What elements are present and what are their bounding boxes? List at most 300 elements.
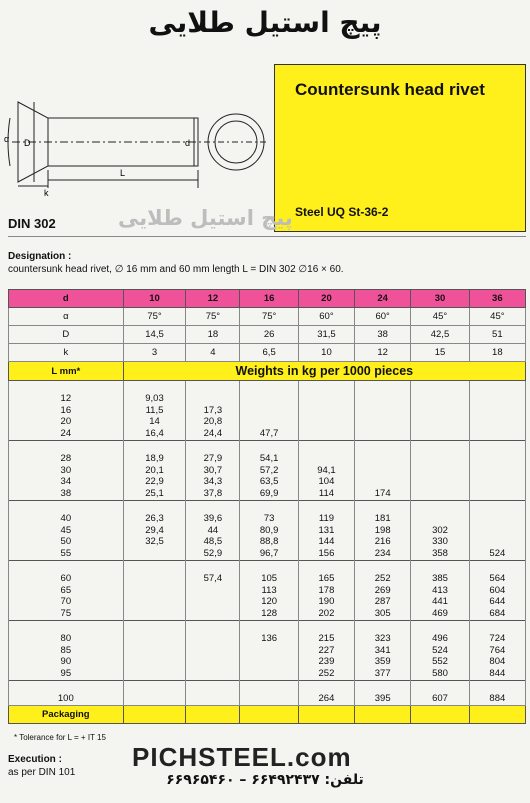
value-cell: 18 — [469, 344, 525, 362]
row-label-cell: 34 — [9, 476, 124, 488]
param-row — [9, 326, 526, 344]
value-cell: 44 — [186, 525, 240, 537]
value-cell: 60° — [355, 308, 411, 326]
value-cell — [469, 513, 525, 525]
product-material: Steel UQ St-36-2 — [295, 205, 389, 219]
weight-row — [9, 393, 526, 405]
table-header-row — [9, 290, 526, 308]
value-cell — [411, 428, 469, 440]
value-cell: 37,8 — [186, 488, 240, 500]
value-cell: 38 — [355, 326, 411, 344]
value-cell — [469, 428, 525, 440]
value-cell — [298, 560, 354, 572]
value-cell: 16,4 — [123, 428, 186, 440]
value-cell — [469, 465, 525, 477]
value-cell: 174 — [355, 488, 411, 500]
weight-row — [9, 513, 526, 525]
weight-row — [9, 428, 526, 440]
value-cell: 25,1 — [123, 488, 186, 500]
packaging-label: Packaging — [9, 705, 124, 723]
value-cell — [123, 560, 186, 572]
value-cell: 136 — [240, 633, 298, 645]
value-cell — [123, 381, 186, 393]
row-label-cell: 95 — [9, 668, 124, 680]
value-cell — [240, 693, 298, 705]
row-label-cell: 16 — [9, 405, 124, 417]
row-label-cell: 90 — [9, 656, 124, 668]
value-cell — [411, 513, 469, 525]
value-cell: 604 — [469, 585, 525, 597]
value-cell: 181 — [355, 513, 411, 525]
value-cell: 10 — [123, 290, 186, 308]
value-cell — [469, 488, 525, 500]
value-cell: 684 — [469, 608, 525, 620]
value-cell: 252 — [355, 573, 411, 585]
value-cell — [411, 500, 469, 512]
row-label-cell: 38 — [9, 488, 124, 500]
value-cell: 144 — [298, 536, 354, 548]
value-cell — [469, 680, 525, 692]
value-cell — [186, 705, 240, 723]
value-cell: 63,5 — [240, 476, 298, 488]
value-cell: 113 — [240, 585, 298, 597]
weight-row — [9, 608, 526, 620]
value-cell — [240, 680, 298, 692]
value-cell — [186, 633, 240, 645]
execution-text: as per DIN 101 — [8, 767, 76, 778]
value-cell — [355, 476, 411, 488]
value-cell: 764 — [469, 645, 525, 657]
value-cell: 14 — [123, 416, 186, 428]
weight-row — [9, 693, 526, 705]
value-cell: 52,9 — [186, 548, 240, 560]
value-cell — [355, 416, 411, 428]
weight-row — [9, 453, 526, 465]
label-k: k — [44, 188, 49, 198]
value-cell: 75° — [186, 308, 240, 326]
value-cell: 104 — [298, 476, 354, 488]
value-cell — [123, 693, 186, 705]
tolerance-note: * Tolerance for L = + IT 15 — [14, 733, 106, 742]
weight-row — [9, 633, 526, 645]
value-cell: 724 — [469, 633, 525, 645]
value-cell: 302 — [411, 525, 469, 537]
value-cell — [298, 500, 354, 512]
value-cell: 9,03 — [123, 393, 186, 405]
value-cell: 377 — [355, 668, 411, 680]
value-cell: 15 — [411, 344, 469, 362]
value-cell — [469, 416, 525, 428]
value-cell — [240, 500, 298, 512]
value-cell: 165 — [298, 573, 354, 585]
value-cell: 47,7 — [240, 428, 298, 440]
row-label-cell — [9, 500, 124, 512]
value-cell — [123, 656, 186, 668]
value-cell — [411, 620, 469, 632]
value-cell — [411, 488, 469, 500]
value-cell — [123, 668, 186, 680]
spacer-row — [9, 381, 526, 393]
value-cell: 45° — [469, 308, 525, 326]
value-cell: 73 — [240, 513, 298, 525]
value-cell — [123, 596, 186, 608]
value-cell — [355, 393, 411, 405]
value-cell: 34,3 — [186, 476, 240, 488]
value-cell — [355, 405, 411, 417]
value-cell — [123, 680, 186, 692]
value-cell: 6,5 — [240, 344, 298, 362]
row-label-cell: 24 — [9, 428, 124, 440]
weight-row — [9, 573, 526, 585]
weight-row — [9, 525, 526, 537]
designation-heading: Designation : — [8, 251, 72, 262]
row-label-cell: α — [9, 308, 124, 326]
param-row — [9, 344, 526, 362]
value-cell — [355, 500, 411, 512]
row-label-cell — [9, 560, 124, 572]
value-cell: 30 — [411, 290, 469, 308]
value-cell: 385 — [411, 573, 469, 585]
row-label-cell: 20 — [9, 416, 124, 428]
value-cell: 4 — [186, 344, 240, 362]
value-cell — [298, 680, 354, 692]
weight-row — [9, 416, 526, 428]
value-cell — [355, 620, 411, 632]
value-cell — [240, 705, 298, 723]
value-cell: 234 — [355, 548, 411, 560]
value-cell: 330 — [411, 536, 469, 548]
value-cell — [469, 536, 525, 548]
param-row — [9, 308, 526, 326]
value-cell — [240, 405, 298, 417]
phone-numbers: تلفن: ۶۶۴۹۲۴۳۷ – ۶۶۹۶۵۴۶۰ — [166, 772, 364, 788]
weight-row — [9, 488, 526, 500]
value-cell: 20,1 — [123, 465, 186, 477]
value-cell — [411, 405, 469, 417]
value-cell — [298, 393, 354, 405]
value-cell: 644 — [469, 596, 525, 608]
value-cell: 524 — [469, 548, 525, 560]
value-cell: 54,1 — [240, 453, 298, 465]
value-cell: 20,8 — [186, 416, 240, 428]
value-cell — [123, 633, 186, 645]
value-cell — [240, 440, 298, 452]
value-cell — [186, 440, 240, 452]
value-cell: 24 — [355, 290, 411, 308]
row-label-cell: 100 — [9, 693, 124, 705]
row-label-cell — [9, 381, 124, 393]
value-cell: 264 — [298, 693, 354, 705]
row-label-cell: 65 — [9, 585, 124, 597]
row-label-cell: D — [9, 326, 124, 344]
value-cell: 69,9 — [240, 488, 298, 500]
value-cell — [123, 645, 186, 657]
value-cell — [469, 405, 525, 417]
value-cell: 80,9 — [240, 525, 298, 537]
value-cell: 413 — [411, 585, 469, 597]
value-cell — [469, 440, 525, 452]
value-cell — [355, 705, 411, 723]
value-cell — [469, 620, 525, 632]
weight-row — [9, 596, 526, 608]
weights-title: Weights in kg per 1000 pieces — [123, 362, 525, 381]
value-cell: 844 — [469, 668, 525, 680]
value-cell — [123, 705, 186, 723]
row-label-cell: 70 — [9, 596, 124, 608]
value-cell — [186, 645, 240, 657]
value-cell — [469, 381, 525, 393]
value-cell — [240, 393, 298, 405]
value-cell — [240, 560, 298, 572]
value-cell — [240, 381, 298, 393]
value-cell: 287 — [355, 596, 411, 608]
value-cell — [186, 500, 240, 512]
value-cell — [123, 440, 186, 452]
value-cell: 358 — [411, 548, 469, 560]
row-label-cell: 50 — [9, 536, 124, 548]
spacer-row — [9, 560, 526, 572]
value-cell — [123, 620, 186, 632]
row-label-cell: 80 — [9, 633, 124, 645]
watermark-fa: پیچ استیل طلایی — [118, 206, 293, 230]
value-cell: 607 — [411, 693, 469, 705]
label-D: D — [24, 138, 31, 148]
spacer-row — [9, 440, 526, 452]
value-cell: 20 — [298, 290, 354, 308]
value-cell: 36 — [469, 290, 525, 308]
row-label-cell: 12 — [9, 393, 124, 405]
value-cell — [123, 548, 186, 560]
value-cell — [469, 393, 525, 405]
value-cell — [186, 680, 240, 692]
value-cell — [123, 585, 186, 597]
value-cell: 96,7 — [240, 548, 298, 560]
value-cell: 27,9 — [186, 453, 240, 465]
value-cell: 131 — [298, 525, 354, 537]
row-label-cell — [9, 440, 124, 452]
weight-row — [9, 668, 526, 680]
designation-text: countersunk head rivet, ∅ 16 mm and 60 mm length L = DIN 302 ∅16 × 60. — [8, 264, 344, 275]
value-cell: 202 — [298, 608, 354, 620]
weight-row — [9, 548, 526, 560]
value-cell: 94,1 — [298, 465, 354, 477]
value-cell: 18 — [186, 326, 240, 344]
value-cell: 88,8 — [240, 536, 298, 548]
value-cell — [186, 608, 240, 620]
row-label-cell: 85 — [9, 645, 124, 657]
brand-logo: PICHSTEEL.com — [132, 742, 352, 772]
value-cell: 190 — [298, 596, 354, 608]
value-cell: 26 — [240, 326, 298, 344]
page-title: پیچ استیل طلایی — [148, 6, 382, 39]
value-cell: 17,3 — [186, 405, 240, 417]
row-label-cell: 40 — [9, 513, 124, 525]
value-cell: 120 — [240, 596, 298, 608]
rivet-drawing — [4, 88, 270, 200]
value-cell: 552 — [411, 656, 469, 668]
value-cell: 198 — [355, 525, 411, 537]
value-cell: 119 — [298, 513, 354, 525]
value-cell: 26,3 — [123, 513, 186, 525]
value-cell: 24,4 — [186, 428, 240, 440]
value-cell — [469, 453, 525, 465]
value-cell: 496 — [411, 633, 469, 645]
value-cell — [469, 705, 525, 723]
value-cell — [186, 620, 240, 632]
spacer-row — [9, 680, 526, 692]
value-cell — [123, 608, 186, 620]
value-cell — [411, 465, 469, 477]
value-cell: 29,4 — [123, 525, 186, 537]
value-cell — [355, 680, 411, 692]
value-cell — [240, 416, 298, 428]
value-cell: 305 — [355, 608, 411, 620]
value-cell: 22,9 — [123, 476, 186, 488]
value-cell — [355, 560, 411, 572]
weight-row — [9, 585, 526, 597]
value-cell: 216 — [355, 536, 411, 548]
value-cell — [355, 440, 411, 452]
value-cell — [469, 525, 525, 537]
value-cell — [186, 596, 240, 608]
value-cell — [186, 393, 240, 405]
value-cell: 395 — [355, 693, 411, 705]
weight-row — [9, 465, 526, 477]
dimensions-table — [8, 289, 526, 724]
value-cell — [240, 656, 298, 668]
value-cell: 42,5 — [411, 326, 469, 344]
value-cell — [411, 416, 469, 428]
value-cell — [186, 560, 240, 572]
value-cell: 39,6 — [186, 513, 240, 525]
value-cell: 16 — [240, 290, 298, 308]
value-cell — [355, 428, 411, 440]
value-cell — [123, 500, 186, 512]
value-cell: 524 — [411, 645, 469, 657]
value-cell: 323 — [355, 633, 411, 645]
value-cell: 18,9 — [123, 453, 186, 465]
value-cell: 14,5 — [123, 326, 186, 344]
value-cell: 12 — [186, 290, 240, 308]
value-cell — [411, 393, 469, 405]
row-label-cell — [9, 620, 124, 632]
label-alpha: α — [4, 134, 10, 144]
value-cell: 11,5 — [123, 405, 186, 417]
value-cell — [186, 585, 240, 597]
value-cell: 359 — [355, 656, 411, 668]
weight-row — [9, 645, 526, 657]
value-cell — [411, 680, 469, 692]
value-cell: 30,7 — [186, 465, 240, 477]
value-cell — [123, 573, 186, 585]
packaging-row — [9, 705, 526, 723]
value-cell: 469 — [411, 608, 469, 620]
value-cell — [411, 705, 469, 723]
weights-header-row — [9, 362, 526, 381]
value-cell: 252 — [298, 668, 354, 680]
spacer-row — [9, 500, 526, 512]
row-label-cell: 45 — [9, 525, 124, 537]
length-header: L mm* — [9, 362, 124, 381]
value-cell: 105 — [240, 573, 298, 585]
row-label-cell: 28 — [9, 453, 124, 465]
value-cell — [411, 453, 469, 465]
standard-label: DIN 302 — [8, 216, 56, 231]
weight-row — [9, 656, 526, 668]
value-cell: 57,2 — [240, 465, 298, 477]
value-cell — [298, 705, 354, 723]
value-cell — [469, 476, 525, 488]
value-cell: 10 — [298, 344, 354, 362]
value-cell: 884 — [469, 693, 525, 705]
value-cell — [186, 381, 240, 393]
value-cell — [298, 381, 354, 393]
row-label-cell: k — [9, 344, 124, 362]
row-label-cell: 60 — [9, 573, 124, 585]
value-cell — [469, 500, 525, 512]
value-cell: 580 — [411, 668, 469, 680]
value-cell — [355, 453, 411, 465]
label-L: L — [120, 168, 126, 178]
value-cell — [355, 465, 411, 477]
value-cell: 45° — [411, 308, 469, 326]
value-cell — [355, 381, 411, 393]
value-cell — [240, 645, 298, 657]
value-cell: 114 — [298, 488, 354, 500]
value-cell — [186, 693, 240, 705]
value-cell — [240, 620, 298, 632]
value-cell — [186, 656, 240, 668]
value-cell: 227 — [298, 645, 354, 657]
value-cell: 57,4 — [186, 573, 240, 585]
value-cell: 48,5 — [186, 536, 240, 548]
row-label-cell: 55 — [9, 548, 124, 560]
value-cell — [298, 620, 354, 632]
row-label-cell: 75 — [9, 608, 124, 620]
value-cell: 75° — [123, 308, 186, 326]
divider — [8, 236, 526, 237]
value-cell: 215 — [298, 633, 354, 645]
value-cell — [298, 405, 354, 417]
value-cell — [411, 560, 469, 572]
value-cell: 239 — [298, 656, 354, 668]
value-cell — [469, 560, 525, 572]
row-label-cell — [9, 680, 124, 692]
product-info-box — [274, 64, 526, 232]
value-cell: 51 — [469, 326, 525, 344]
value-cell — [240, 668, 298, 680]
value-cell — [186, 668, 240, 680]
weight-row — [9, 405, 526, 417]
value-cell: 156 — [298, 548, 354, 560]
value-cell — [411, 381, 469, 393]
value-cell: 804 — [469, 656, 525, 668]
value-cell — [298, 453, 354, 465]
value-cell: 75° — [240, 308, 298, 326]
value-cell: 178 — [298, 585, 354, 597]
value-cell — [411, 440, 469, 452]
value-cell: 12 — [355, 344, 411, 362]
weight-row — [9, 536, 526, 548]
row-label-cell: 30 — [9, 465, 124, 477]
weight-row — [9, 476, 526, 488]
value-cell — [411, 476, 469, 488]
spacer-row — [9, 620, 526, 632]
value-cell — [298, 428, 354, 440]
value-cell: 564 — [469, 573, 525, 585]
value-cell: 269 — [355, 585, 411, 597]
value-cell: 441 — [411, 596, 469, 608]
